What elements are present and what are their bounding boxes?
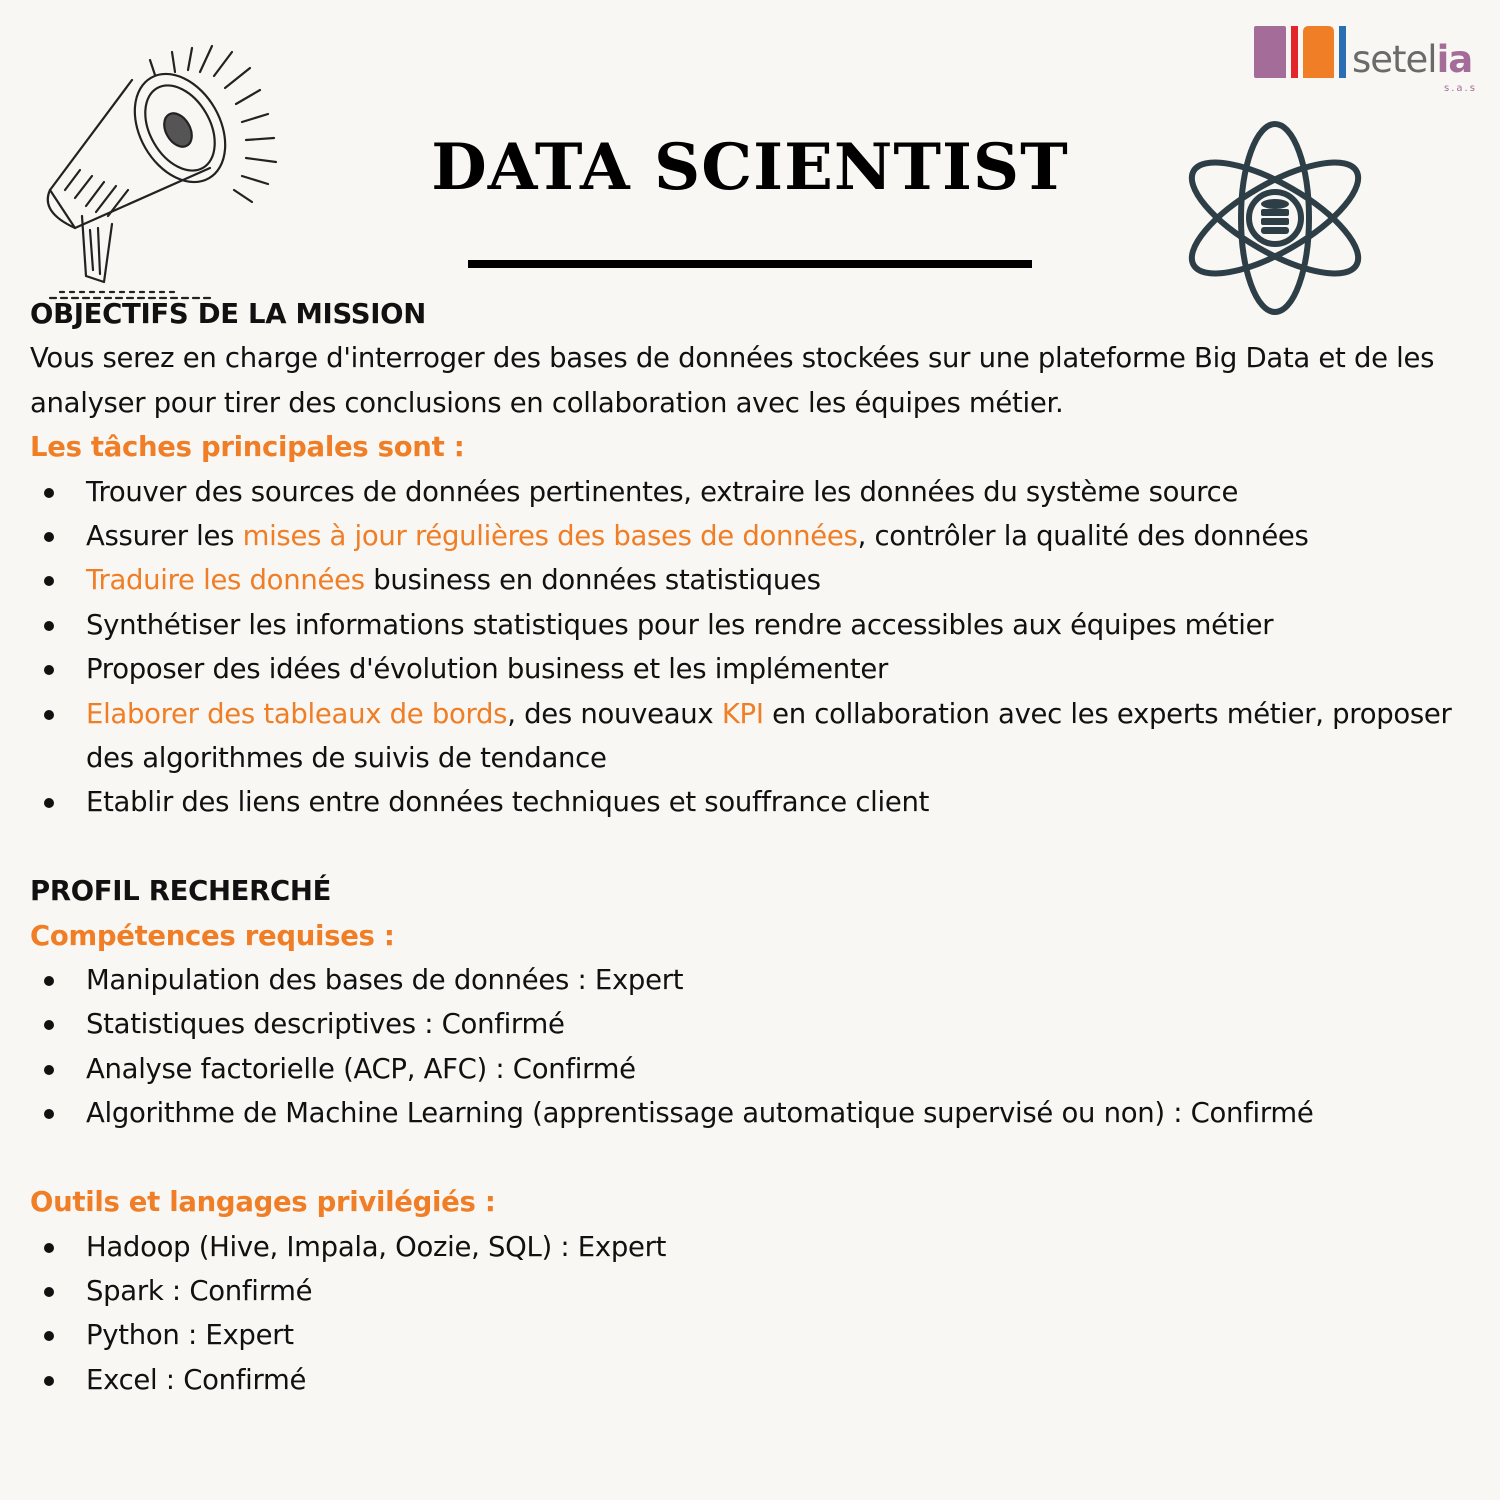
megaphone-icon (20, 30, 310, 310)
profile-heading: PROFIL RECHERCHÉ (30, 875, 332, 908)
skills-list (30, 958, 1470, 1136)
list-item: Spark : Confirmé (30, 1269, 1470, 1313)
logo-sub: s.a.s (1444, 83, 1477, 94)
job-description (30, 292, 1470, 1402)
atom-database-icon (1180, 118, 1370, 318)
list-item: Analyse factorielle (ACP, AFC) : Confirmé (30, 1047, 1470, 1091)
list-item: Excel : Confirmé (30, 1358, 1470, 1402)
tasks-heading: Les tâches principales sont : (30, 431, 465, 464)
list-item: Proposer des idées d'évolution business et les implémenter (30, 647, 1470, 691)
list-item: Statistiques descriptives : Confirmé (30, 1002, 1470, 1046)
list-item: Elaborer des tableaux de bords, des nouveaux KPI en collaboration avec les experts métier, proposer des algorithmes de suivis de tendance (30, 692, 1470, 781)
objectives-heading: OBJECTIFS DE LA MISSION (30, 298, 426, 330)
tasks-list (30, 470, 1470, 825)
logo-name: setelia (1352, 38, 1473, 81)
skills-heading: Compétences requises : (30, 919, 395, 952)
tools-list (30, 1225, 1470, 1403)
page-title: DATA SCIENTIST (431, 130, 1069, 205)
objectives-intro: Vous serez en charge d'interroger des bases de données stockées sur une plateforme Big Data et de les analyser pour tirer des conclusions en collaboration avec les équipes métier. (30, 342, 1435, 419)
list-item: Trouver des sources de données pertinentes, extraire les données du système source (30, 470, 1470, 514)
list-item: Etablir des liens entre données techniques et souffrance client (30, 780, 1470, 824)
list-item: Synthétiser les informations statistiques pour les rendre accessibles aux équipes métier (30, 603, 1470, 647)
list-item: Python : Expert (30, 1313, 1470, 1357)
list-item: Traduire les données business en données statistiques (30, 558, 1470, 602)
tools-heading: Outils et langages privilégiés : (30, 1186, 496, 1219)
list-item: Manipulation des bases de données : Expert (30, 958, 1470, 1002)
list-item: Algorithme de Machine Learning (apprentissage automatique supervisé ou non) : Confirmé (30, 1091, 1470, 1135)
list-item: Hadoop (Hive, Impala, Oozie, SQL) : Expert (30, 1225, 1470, 1269)
list-item: Assurer les mises à jour régulières des bases de données, contrôler la qualité des données (30, 514, 1470, 558)
title-underline (468, 260, 1032, 268)
